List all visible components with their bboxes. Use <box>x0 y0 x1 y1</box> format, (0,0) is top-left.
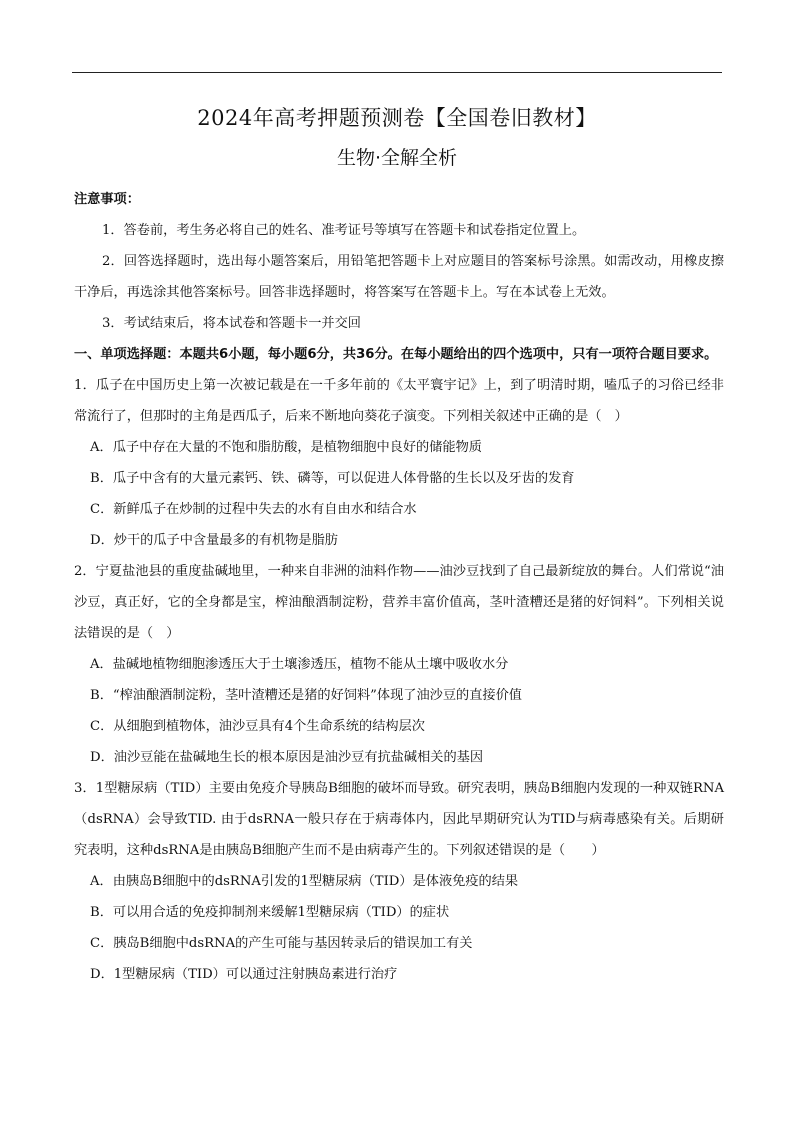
question-option: A．瓜子中存在大量的不饱和脂肪酸，是植物细胞中良好的储能物质 <box>90 440 482 455</box>
notice-item: 2．回答选择题时，选出每小题答案后，用铅笔把答题卡上对应题目的答案标号涂黑。如需改动，用橡皮擦干净后，再选涂其他答案标号。回答非选择题时，将答案写在答题卡上。写在本试卷上无效。 <box>74 254 724 300</box>
question-stem: 3．1型糖尿病（TID）主要由免疫介导胰岛B细胞的破坏而导致。研究表明，胰岛B细胞内发现的一种双链RNA（dsRNA）会导致TID. 由于dsRNA一般只存在于病毒体内，因此早期研究认为TID与病毒感染有关。后期研究表明，这种dsRNA是由胰岛B细胞产生而不是由病毒产生的。下列叙述错误的是（ ） <box>74 781 724 858</box>
notice-heading: 注意事项： <box>74 192 140 207</box>
page-subtitle: 生物·全解全析 <box>336 147 458 169</box>
question-stem: 2．宁夏盐池县的重度盐碱地里，一种来自非洲的油料作物——油沙豆找到了自己最新绽放的舞台。人们常说“油沙豆，真正好，它的全身都是宝，榨油酿酒制淀粉，营养丰富价值高，茎叶渣糟还是猪的好饲料”。下列相关说法错误的是（ ） <box>74 564 724 641</box>
question-option: D．1型糖尿病（TID）可以通过注射胰岛素进行治疗 <box>90 967 398 982</box>
question-option: A．盐碱地植物细胞渗透压大于土壤渗透压，植物不能从土壤中吸收水分 <box>90 657 509 672</box>
notice-item: 1．答卷前，考生务必将自己的姓名、准考证号等填写在答题卡和试卷指定位置上。 <box>102 223 586 238</box>
page-title: 2024年高考押题预测卷【全国卷旧教材】 <box>197 106 597 130</box>
question-option: B．瓜子中含有的大量元素钙、铁、磷等，可以促进人体骨骼的生长以及牙齿的发育 <box>90 471 575 486</box>
question-option: A．由胰岛B细胞中的dsRNA引发的1型糖尿病（TID）是体液免疫的结果 <box>90 874 519 889</box>
section-heading: 一、单项选择题：本题共6小题，每小题6分，共36分。在每小题给出的四个选项中，只有一项符合题目要求。 <box>74 347 718 362</box>
question-option: B．可以用合适的免疫抑制剂来缓解1型糖尿病（TID）的症状 <box>90 905 450 920</box>
question-option: D．炒干的瓜子中含量最多的有机物是脂肪 <box>90 533 338 548</box>
notice-item: 3．考试结束后，将本试卷和答题卡一并交回 <box>102 316 361 331</box>
question-option: C．从细胞到植物体，油沙豆具有4个生命系统的结构层次 <box>90 719 425 734</box>
question-stem: 1．瓜子在中国历史上第一次被记载是在一千多年前的《太平寰宇记》上，到了明清时期，嗑瓜子的习俗已经非常流行了，但那时的主角是西瓜子，后来不断地向葵花子演变。下列相关叙述中正确的是（ ） <box>74 378 724 424</box>
question-option: C．新鲜瓜子在炒制的过程中失去的水有自由水和结合水 <box>90 502 417 517</box>
header-rule <box>72 72 722 73</box>
question-option: B．“榨油酿酒制淀粉，茎叶渣糟还是猪的好饲料”体现了油沙豆的直接价值 <box>90 688 522 703</box>
exam-content <box>74 184 724 990</box>
question-option: D．油沙豆能在盐碱地生长的根本原因是油沙豆有抗盐碱相关的基因 <box>90 750 484 765</box>
question-option: C．胰岛B细胞中dsRNA的产生可能与基因转录后的错误加工有关 <box>90 936 473 951</box>
